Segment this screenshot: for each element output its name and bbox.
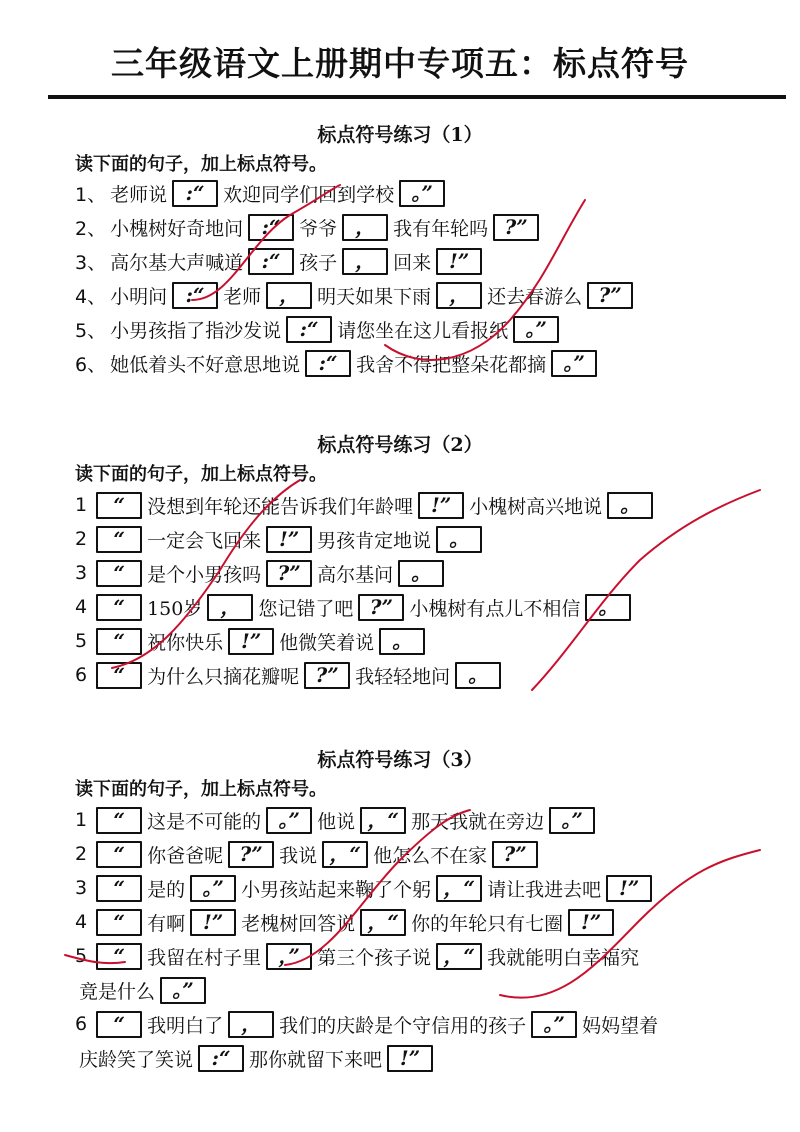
sentence-text: 你爸爸呢: [147, 844, 224, 867]
answer-box[interactable]: ，“: [360, 909, 406, 936]
exercise-line: [75, 626, 430, 656]
answer-box[interactable]: ，: [436, 282, 482, 309]
sentence-text: 老槐树回答说: [241, 912, 356, 935]
answer-box[interactable]: !”: [568, 909, 614, 936]
answer-box[interactable]: :“: [248, 248, 294, 275]
line-number: 3: [75, 562, 88, 584]
answer-box[interactable]: 。”: [399, 180, 445, 207]
sentence-text: 我就能明白幸福究: [487, 946, 640, 969]
answer-box[interactable]: ，: [342, 248, 388, 275]
answer-box[interactable]: ，“: [360, 807, 406, 834]
exercise-line: [75, 975, 211, 1005]
answer-box[interactable]: 。”: [513, 316, 559, 343]
sentence-text: 明天如果下雨: [317, 285, 432, 308]
sentence-text: 小槐树有点儿不相信: [409, 597, 581, 620]
answer-box[interactable]: ，”: [266, 943, 312, 970]
line-number: 1: [75, 494, 88, 516]
sentence-text: 我明白了: [147, 1014, 224, 1037]
sentence-text: 我留在村子里: [147, 946, 262, 969]
sentence-text: 竟是什么: [79, 980, 156, 1003]
answer-box[interactable]: ，: [266, 282, 312, 309]
section-title-3: 标点符号练习（3）: [317, 749, 483, 771]
sentence-text: 那天我就在旁边: [411, 810, 545, 833]
answer-box[interactable]: ?”: [304, 662, 350, 689]
sentence-text: 小槐树高兴地说: [469, 495, 603, 518]
answer-box[interactable]: :“: [198, 1045, 244, 1072]
answer-box[interactable]: “: [96, 594, 142, 621]
line-number: 2: [75, 528, 88, 550]
section-title-1: 标点符号练习（1）: [317, 124, 483, 146]
answer-box[interactable]: “: [96, 807, 142, 834]
exercise-line: [75, 805, 600, 835]
answer-box[interactable]: ，“: [322, 841, 368, 868]
sentence-text: 请您坐在这儿看报纸: [337, 319, 509, 342]
sentence-text: 有啊: [147, 912, 186, 935]
sentence-text: 庆龄笑了笑说: [79, 1048, 194, 1071]
exercise-line: [75, 178, 450, 208]
answer-box[interactable]: ?”: [492, 841, 538, 868]
sentence-text: 一定会飞回来: [147, 529, 262, 552]
exercise-line: [75, 873, 657, 903]
exercise-line: [75, 1043, 438, 1073]
answer-box[interactable]: !”: [418, 492, 464, 519]
sentence-text: 那你就留下来吧: [249, 1048, 383, 1071]
answer-box[interactable]: “: [96, 909, 142, 936]
answer-box[interactable]: ，: [228, 1011, 274, 1038]
answer-box[interactable]: ，: [342, 214, 388, 241]
sentence-text: 这是不可能的: [147, 810, 262, 833]
line-number: 6、: [75, 353, 107, 376]
sentence-text: 高尔基大声喊道: [110, 251, 244, 274]
sentence-text: 您记错了吧: [258, 597, 354, 620]
sentence-text: 我有年轮吗: [393, 217, 489, 240]
sentence-text: 小槐树好奇地问: [110, 217, 244, 240]
answer-box[interactable]: :“: [248, 214, 294, 241]
exercise-line: [75, 907, 619, 937]
sentence-text: 请让我进去吧: [487, 878, 602, 901]
sentence-text: 孩子: [299, 251, 338, 274]
line-number: 3、: [75, 251, 107, 274]
answer-box[interactable]: 。”: [549, 807, 595, 834]
line-number: 6: [75, 664, 88, 686]
line-number: 3: [75, 877, 88, 899]
sentence-text: 小明问: [110, 285, 168, 308]
section-instruction-1: 读下面的句子，加上标点符号。: [75, 154, 327, 175]
answer-box[interactable]: 。: [436, 526, 482, 553]
answer-box[interactable]: ?”: [358, 594, 404, 621]
answer-box[interactable]: “: [96, 841, 142, 868]
answer-box[interactable]: “: [96, 492, 142, 519]
sentence-text: 你的年轮只有七圈: [411, 912, 564, 935]
answer-box[interactable]: 。: [455, 662, 501, 689]
sentence-text: 没想到年轮还能告诉我们年龄哩: [147, 495, 414, 518]
sentence-text: 小男孩站起来鞠了个躬: [241, 878, 432, 901]
sentence-text: 小男孩指了指沙发说: [110, 319, 282, 342]
exercise-line: [75, 314, 564, 344]
sentence-text: 第三个孩子说: [317, 946, 432, 969]
sentence-text: 他说: [317, 810, 356, 833]
answer-box[interactable]: 。”: [190, 875, 236, 902]
title-underline: [48, 95, 786, 99]
exercise-line: [75, 660, 506, 690]
answer-box[interactable]: ?”: [493, 214, 539, 241]
answer-box[interactable]: “: [96, 875, 142, 902]
exercise-line: [75, 246, 487, 276]
line-number: 1: [75, 809, 88, 831]
answer-box[interactable]: :“: [172, 180, 218, 207]
document-title: 三年级语文上册期中专项五：标点符号: [111, 44, 689, 83]
answer-box[interactable]: “: [96, 628, 142, 655]
exercise-line: [75, 524, 487, 554]
line-number: 2: [75, 843, 88, 865]
answer-box[interactable]: ?”: [266, 560, 312, 587]
line-number: 6: [75, 1013, 88, 1035]
sentence-text: 我轻轻地问: [355, 665, 451, 688]
answer-box[interactable]: “: [96, 943, 142, 970]
answer-box[interactable]: :“: [172, 282, 218, 309]
sentence-text: 还去春游么: [487, 285, 583, 308]
answer-box[interactable]: ，“: [436, 875, 482, 902]
exercise-line: [75, 348, 602, 378]
answer-box[interactable]: :“: [286, 316, 332, 343]
sentence-text: 欢迎同学们回到学校: [223, 183, 395, 206]
answer-box[interactable]: 。: [398, 560, 444, 587]
answer-box[interactable]: !”: [190, 909, 236, 936]
sentence-text: 为什么只摘花瓣呢: [147, 665, 300, 688]
sentence-text: 她低着头不好意思地说: [110, 353, 301, 376]
answer-box[interactable]: :“: [305, 350, 351, 377]
answer-box[interactable]: “: [96, 560, 142, 587]
sentence-text: 高尔基问: [317, 563, 394, 586]
answer-box[interactable]: !”: [436, 248, 482, 275]
answer-box[interactable]: 。: [585, 594, 631, 621]
exercise-line: [75, 592, 636, 622]
answer-box[interactable]: !”: [387, 1045, 433, 1072]
exercise-line: [75, 212, 544, 242]
sentence-text: 他怎么不在家: [373, 844, 488, 867]
line-number: 5: [75, 630, 88, 652]
exercise-line: [75, 490, 658, 520]
answer-box[interactable]: !”: [266, 526, 312, 553]
sentence-text: 男孩肯定地说: [317, 529, 432, 552]
line-number: 5、: [75, 319, 107, 342]
line-number: 4: [75, 911, 88, 933]
sentence-text: 祝你快乐: [147, 631, 224, 654]
red-mark-4: [532, 490, 760, 690]
exercise-line: [75, 558, 449, 588]
sentence-text: 我舍不得把整朵花都摘: [356, 353, 547, 376]
exercise-line: [75, 941, 639, 971]
answer-box[interactable]: !”: [228, 628, 274, 655]
section-instruction-3: 读下面的句子，加上标点符号。: [75, 779, 327, 800]
sentence-text: 回来: [393, 251, 432, 274]
answer-box[interactable]: ，: [207, 594, 253, 621]
section-instruction-2: 读下面的句子，加上标点符号。: [75, 464, 327, 485]
line-number: 4: [75, 596, 88, 618]
answer-box[interactable]: ，“: [436, 943, 482, 970]
exercise-line: [75, 1009, 658, 1039]
sentence-text: 150岁: [147, 597, 203, 620]
sentence-text: 老师: [223, 285, 262, 308]
sentence-text: 爷爷: [299, 217, 338, 240]
sentence-text: 是的: [147, 878, 186, 901]
answer-box[interactable]: 。”: [531, 1011, 577, 1038]
line-number: 5: [75, 945, 88, 967]
answer-box[interactable]: “: [96, 1011, 142, 1038]
sentence-text: 他微笑着说: [279, 631, 375, 654]
answer-box[interactable]: “: [96, 526, 142, 553]
line-number: 1、: [75, 183, 107, 206]
answer-box[interactable]: 。”: [551, 350, 597, 377]
section-title-2: 标点符号练习（2）: [317, 434, 483, 456]
answer-box[interactable]: 。”: [160, 977, 206, 1004]
answer-box[interactable]: 。: [379, 628, 425, 655]
sentence-text: 老师说: [110, 183, 168, 206]
answer-box[interactable]: 。: [607, 492, 653, 519]
exercise-line: [75, 280, 638, 310]
sentence-text: 我们的庆龄是个守信用的孩子: [279, 1014, 527, 1037]
answer-box[interactable]: 。”: [266, 807, 312, 834]
answer-box[interactable]: ?”: [587, 282, 633, 309]
sentence-text: 妈妈望着: [582, 1014, 659, 1037]
line-number: 2、: [75, 217, 107, 240]
answer-box[interactable]: “: [96, 662, 142, 689]
exercise-line: [75, 839, 543, 869]
sentence-text: 我说: [279, 844, 318, 867]
line-number: 4、: [75, 285, 107, 308]
answer-box[interactable]: ?”: [228, 841, 274, 868]
answer-box[interactable]: !”: [606, 875, 652, 902]
sentence-text: 是个小男孩吗: [147, 563, 262, 586]
